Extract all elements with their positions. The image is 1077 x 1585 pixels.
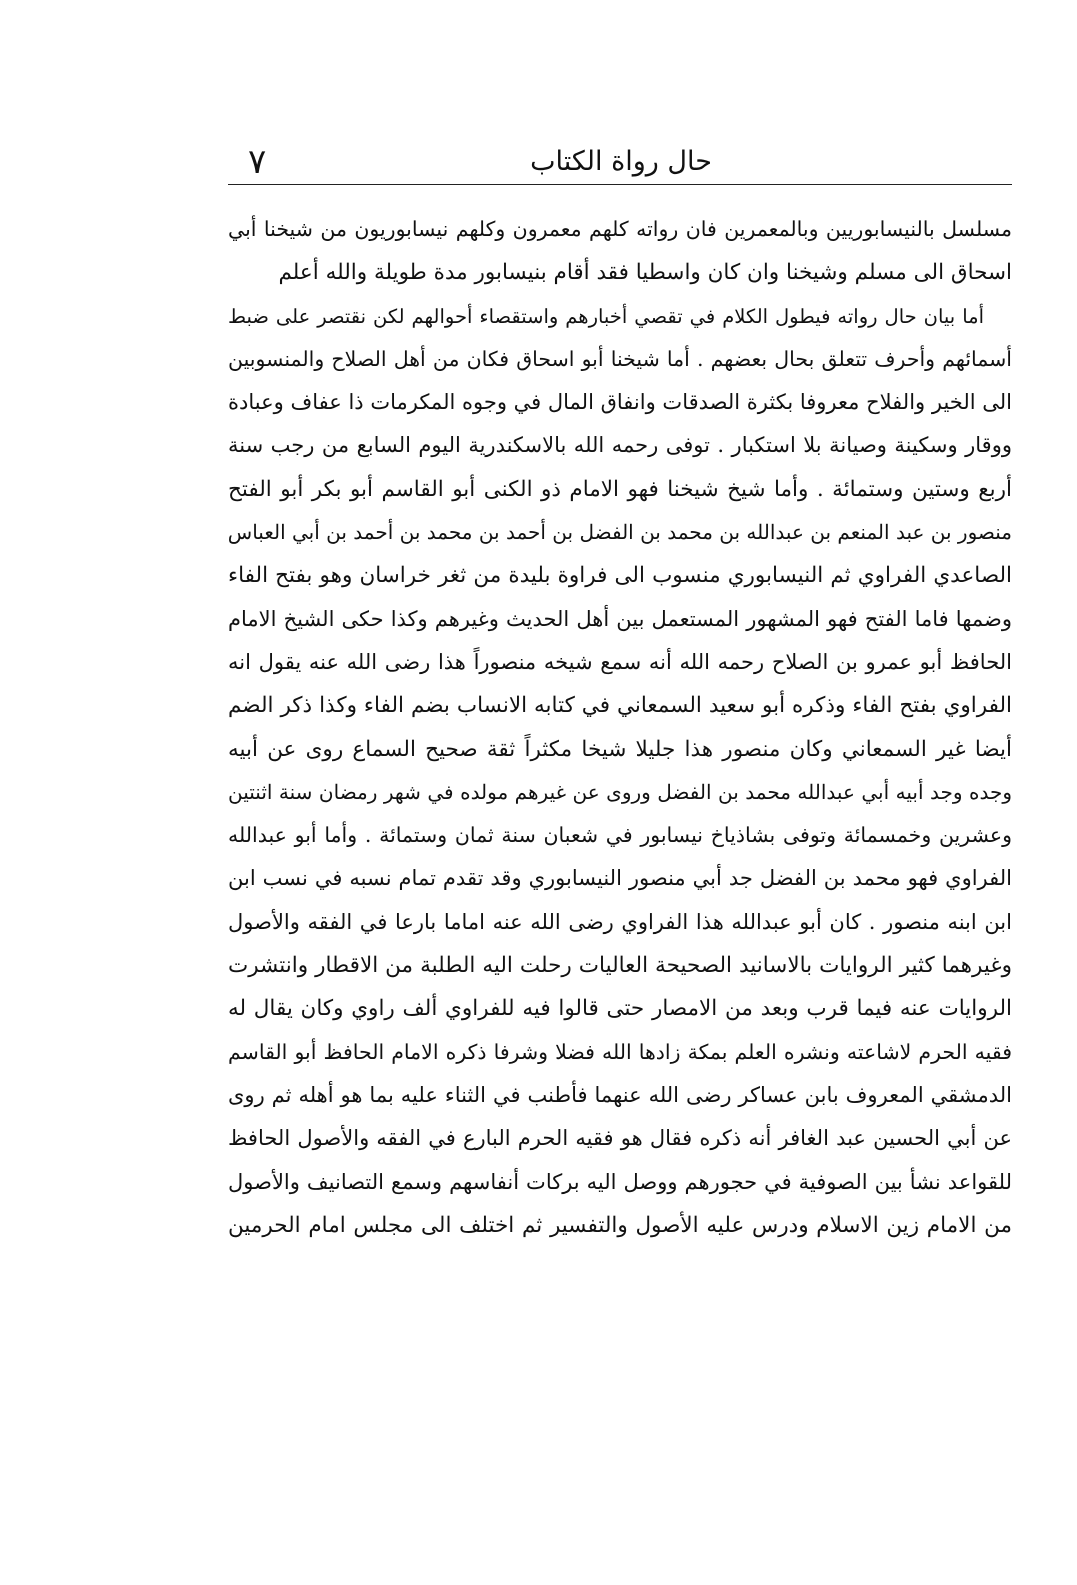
header-rule — [228, 184, 1012, 185]
text-line: عن أبي الحسين عبد الغافر أنه ذكره فقال هو فقيه الحرم البارع في الفقه والأصول الحافظ — [228, 1126, 1012, 1151]
text-line: الدمشقي المعروف بابن عساكر رضى الله عنهما فأطنب في الثناء عليه بما هو أهله ثم روى — [228, 1082, 1012, 1107]
body-text — [228, 208, 1012, 1247]
text-line: الى الخير والفلاح معروفا بكثرة الصدقات وانفاق المال في وجوه المكرمات ذا عفاف وعبادة — [228, 390, 1012, 415]
text-line: وجده وجد أبيه أبي عبدالله محمد بن الفضل وروى عن غيرهم مولده في شهر رمضان سنة اثنتين — [228, 779, 1012, 804]
text-line: مسلسل بالنيسابوريين وبالمعمرين فان رواته كلهم معمرون وكلهم نيسابوريون من شيخنا أبي — [228, 217, 1012, 241]
text-line: اسحاق الى مسلم وشيخنا وان كان واسطيا فقد أقام بنيسابور مدة طويلة والله أعلم — [278, 260, 1012, 286]
text-line: الصاعدي الفراوي ثم النيسابوري منسوب الى فراوة بليدة من ثغر خراسان وهو بفتح الفاء — [228, 563, 1012, 589]
text-line: الفراوي بفتح الفاء وذكره أبو سعيد السمعاني في كتابه الانساب بضم الفاء وكذا ذكر الضم — [228, 693, 1012, 719]
text-line: أما بيان حال رواته فيطول الكلام في تقصي أخبارهم واستقصاء أحوالهم لكن نقتصر على ضبط — [228, 304, 984, 328]
text-line: فقيه الحرم لاشاعته ونشره العلم بمكة زادها الله فضلا وشرفا ذكره الامام الحافظ أبو القاسم — [228, 1039, 1012, 1064]
page-header — [230, 138, 1012, 184]
text-line: أربع وستين وستمائة . وأما شيخ شيخنا فهو الامام ذو الكنى أبو القاسم أبو بكر أبو الفتح — [228, 476, 1012, 502]
text-line: أسمائهم وأحرف تتعلق بحال بعضهم . أما شيخنا أبو اسحاق فكان من أهل الصلاح والمنسوبين — [228, 346, 1012, 371]
text-line: وغيرهما كثير الروايات بالاسانيد الصحيحة العاليات رحلت اليه الطلبة من الاقطار وانتشرت — [228, 953, 1012, 979]
page-number: ٧ — [248, 142, 267, 182]
text-line: من الامام زين الاسلام ودرس عليه الأصول والتفسير ثم اختلف الى مجلس امام الحرمين — [228, 1212, 1012, 1238]
text-line: وعشرين وخمسمائة وتوفى بشاذياخ نيسابور في شعبان سنة ثمان وستمائة . وأما أبو عبدالله — [228, 823, 1012, 848]
text-line: الروايات عنه فيما قرب وبعد من الامصار حتى قالوا فيه للفراوي ألف راوي وكان يقال له — [228, 996, 1012, 1022]
text-line: للقواعد نشأ بين الصوفية في حجورهم ووصل اليه بركات أنفاسهم وسمع التصانيف والأصول — [228, 1169, 1012, 1194]
text-line: ووقار وسكينة وصيانة بلا استكبار . توفى رحمه الله بالاسكندرية اليوم السابع من رجب سنة — [228, 433, 1012, 458]
text-line: أيضا غير السمعاني وكان منصور هذا جليلا شيخا مكثراً ثقة صحيح السماع روى عن أبيه — [228, 736, 1012, 762]
text-line: الفراوي فهو محمد بن الفضل جد أبي منصور النيسابوري وقد تقدم تمام نسبه في نسب ابن — [228, 866, 1012, 891]
text-line: ابن ابنه منصور . كان أبو عبدالله هذا الفراوي رضى الله عنه اماما بارعا في الفقه والأصول — [228, 909, 1012, 934]
text-line: الحافظ أبو عمرو بن الصلاح رحمه الله أنه سمع شيخه منصوراً هذا رضى الله عنه يقول انه — [228, 649, 1012, 674]
running-title: حال رواة الكتاب — [530, 146, 712, 177]
text-line: وضمها فاما الفتح فهو المشهور المستعمل بين أهل الحديث وغيرهم وكذا حكى الشيخ الامام — [228, 606, 1012, 631]
text-line: منصور بن عبد المنعم بن عبدالله بن محمد بن الفضل بن أحمد بن محمد بن أحمد بن أبي العباس — [228, 520, 1012, 545]
